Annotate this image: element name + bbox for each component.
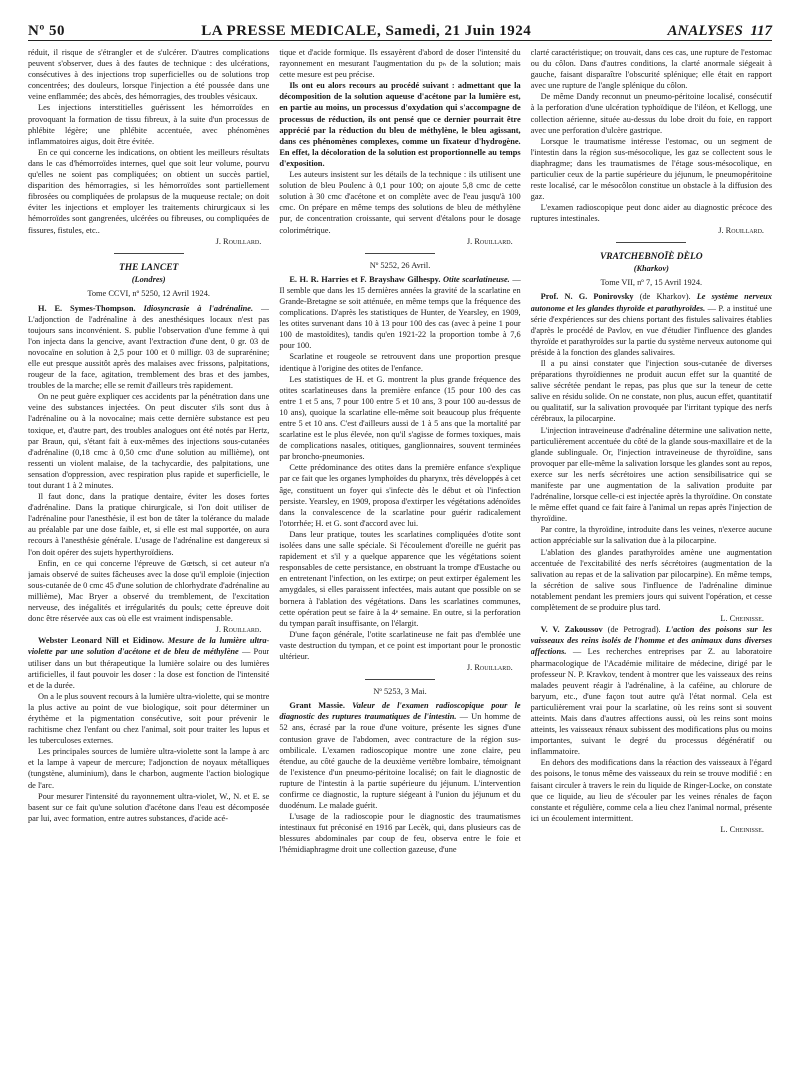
abstract-lead <box>28 635 269 690</box>
article-title: Mesure de la lumière ultra-violette par une solution d'acétone et de bleu de méthylène <box>28 636 270 657</box>
journal-city: (Kharkov) <box>633 264 669 274</box>
paragraph: Les auteurs insistent sur les détails de la technique : ils utilisent une solution de bleu Poulenc à 0,1 pour 100; on ajoute 5,8 cmc de cette solution à 30 cmc d'acétone et on complète avec de l'eau jusqu'à 100 cmc. On prépare en même temps des solutions de bleu de méthylène pur, de concentration croissante, qui servent d'étalons pour le dosage colorimétrique. <box>279 170 521 235</box>
paragraph: Les principales sources de lumière ultra-violette sont la lampe à arc et la lampe à vapeur de mercure; l'adjonction de noyaux métalliques (tungstène, aluminium), dans le charbon, augmente l'action biologique de l'arc. <box>28 747 270 790</box>
paragraph: réduit, il risque de s'étrangler et de s'ulcérer. D'autres complications peuvent s'observer, dues à des fautes de technique : des ulcérations, consécutives à des injections trop superficielles ou de solutions trop concentrées; des douleurs, lorsque l'injection a été poussée dans une veine enflammée; des abcès, des hémorragies, des troubles vésicaux. <box>28 48 270 102</box>
author: Webster Leonard Nill et Eidinow. <box>38 636 165 646</box>
paragraph: En dehors des modifications dans la réaction des vaisseaux à l'égard des poisons, le tonus même des vaisseaux du rein se trouve modifié : en faisant circuler à travers le rein du liquide de Ringer-Locke, on constate que ce liquide, au lieu de s'écouler par les veines rénales de façon constante et régulière, comme cela a lieu chez l'animal normal, présente ici un écoulement intermittent. <box>530 758 772 823</box>
abstract-text: — Pour utiliser dans un but thérapeutique la lumière solaire ou des lumières artificielles, il faut pouvoir les doser : la dose est fonction de l'intensité et de la durée. <box>28 647 270 690</box>
paragraph: On ne peut guère expliquer ces accidents par la pénétration dans une veine des substances injectées. On peut discuter s'ils sont dus à l'adrénaline ou à la novocaïne; mais cette dernière substance est peu toxique, et, d'autre part, des troubles analogues ont été notés par Hertz, par Braun, qui, s'étant fait à eux-mêmes des injections sous-cutanées d'adrénaline (0,18 cmc à 0,50 cmc d'une solution au millième), ont ressenti un violent malaise, de la tachycardie, des palpitations, une sensation d'oppression, avec respiration plus rapide et superficielle, le tout durant 1 à 2 minutes. <box>28 392 270 490</box>
journal-city: (Londres) <box>131 275 166 285</box>
section-page <box>668 23 773 40</box>
divider <box>114 253 184 254</box>
article-title: Otite scarlatineuse. <box>443 274 510 284</box>
paragraph: Il a pu ainsi constater que l'injection sous-cutanée de diverses préparations thyroïdiennes ne produit aucun effet sur la quantité de salive sécrétée pendant le repas, pas plus que sur la teneur de cette salive en résidu solide. On ne constate, non plus, aucun effet, quantitatif ou qualitatif, sur la salivation provoquée par l'irritant typique des nerfs cérébraux, la pilocarpine. <box>530 358 772 424</box>
signature: L. Cheinisse. <box>720 614 764 624</box>
divider <box>365 679 435 680</box>
journal-masthead: LA PRESSE MEDICALE, Samedi, 21 Juin 1924 <box>201 23 532 39</box>
abstract-text: — Il semble que dans les 15 dernières années la gravité de la scarlatine en Grande-Bretagne se soit atténuée, en même temps que la fréquence des complications. D'après les statistiques de Hunter, de Yearsley, en 1909, les otites survenant dans 10 à 13 pour 100 des cas (avec à peine 1 pour 100 de mastoïdites), tandis qu'en 1921-22 la proportion tombe à 7,6 pour 100. <box>279 274 521 351</box>
article-title: Le système nerveux autonome et les glandes thyroïde et parathyroïdes. <box>530 292 772 313</box>
paragraph: L'examen radioscopique peut donc aider au diagnostic précoce des ruptures intestinales. <box>530 203 772 224</box>
paragraph: Dans leur pratique, toutes les scarlatines compliquées d'otite sont isolées dans une salle spéciale. Si l'écoulement d'oreille ne guérit pas rapidement et s'il y a quelque apparence que les végétations soient responsables de cette persistance, en obstruant la trompe d'Eustache ou en entretenant l'infection, on les extirpe; on peut extirper également les amygdales, si elles paraissent infectées, mais autant que possible on se bornera à l'ablation des végétations. Dans les scarlatines communes, cette opération peut se faire à la 4ᵉ semaine. En outre, si la perforation du tympan paraît insuffisante, on l'élargit. <box>279 529 521 628</box>
journal-title: THE LANCET <box>118 262 179 273</box>
article-title: Idiosyncrasie à l'adrénaline. <box>143 303 254 313</box>
signature: J. Rouillard. <box>466 663 513 673</box>
author: H. E. Symes-Thompson. <box>38 303 136 313</box>
signature: J. Rouillard. <box>215 236 262 246</box>
abstract-text: — P. a institué une série d'expériences sur des chiens portant des fistules salivaires établies d'après le procédé de Pavlov, en vue d'étudier l'influence des glandes thyroïde et parathyroïdes sur la partie du système nerveux autonome qui préside à la fonction des glandes salivaires. <box>530 303 772 357</box>
article-title: L'action des poisons sur les vaisseaux des reins isolés de l'homme et des animaux dans diverses affections. <box>530 625 772 657</box>
paragraph: D'une façon générale, l'otite scarlatineuse ne fait pas d'emblée une vaste destruction du tympan, et ce point est important pour le pronostic ultérieur. <box>279 629 521 661</box>
paragraph: De même Dandy reconnut un pneumo-péritoine localisé, consécutif à la perforation d'une ulcération typhoïdique de l'iléon, et Kellogg, une collection aérienne, située au-dessus du lobe droit du foie, en rapport avec une perforation d'ulcère gastrique. <box>530 92 772 135</box>
author-affiliation: (de Petrograd). <box>607 625 661 635</box>
abstract-lead <box>279 274 520 352</box>
paragraph: L'ablation des glandes parathyroïdes amène une augmentation accentuée de l'excitabilité des nerfs sécrétoires (augmentation de la salivation au repas et de la salivation par pilocarpine). En même temps, la sécrétion de salive sous l'influence de l'adrénaline diminue notablement pendant les premiers jours qui suivent l'opération, et cesse complètement de se produire plus tard. <box>530 547 772 613</box>
paragraph: Pour mesurer l'intensité du rayonnement ultra-violet, W., N. et E. se basent sur ce fait qu'une solution d'acétone dans l'eau est décomposée par lui, avec formation, entre autres substances, d'acide acé- <box>28 791 270 823</box>
abstract-text: — Un homme de 52 ans, écrasé par la roue d'une voiture, présente les signes d'une contusion grave de l'abdomen, avec contracture de la région sus-ombilicale. L'examen radioscopique montre une zone claire, peu étendue, au côté gauche de la deuxième vertèbre lombaire, témoignant de l'existence d'un pneumo-péritoine localisé; on fait le diagnostic de rupture de l'intestin à la partie supérieure du jéjunum. L'intervention confirme ce diagnostic, la rupture siégeant à l'union du jéjunum et du duodénum. Le malade guérit. <box>279 712 521 811</box>
paragraph: Il faut donc, dans la pratique dentaire, éviter les doses fortes d'adrénaline. Dans la pratique chirurgicale, si l'on doit utiliser de l'adrénaline pour l'anesthésie, il est bon de tâter la tolérance du malade au préalable par une dose faible, et, si elle est mal supportée, on aura recours à l'anesthésie générale. L'usage de l'adrénaline est dangereux si l'on doit opérer des sujets hyperthyroïdiens. <box>28 492 270 557</box>
paragraph: tique et d'acide formique. Ils essayèrent d'abord de doser l'intensité du rayonnement en mesurant l'augmentation du pₕ de la solution; mais cette mesure est peu précise. <box>279 48 521 80</box>
column-right <box>531 47 772 1072</box>
signature: J. Rouillard. <box>215 625 262 635</box>
signature: J. Rouillard. <box>466 236 513 246</box>
journal-issue: Nº 5252, 26 Avril. <box>369 260 431 270</box>
paragraph: Par contre, la thyroïdine, introduite dans les veines, n'exerce aucune action appréciable sur la salivation due à la pilocarpine. <box>530 525 772 546</box>
abstract-text: — Les recherches entreprises par Z. au laboratoire pharmacologique de l'Académie militaire de médecine, dirigé par le professeur N. P. Kravkov, tendent à montrer que les vaisseaux des reins malades peuvent réagir à l'adrénaline, à la caféine, au chlorure de baryum, etc., d'une façon tout autre qu'à l'état normal. Cela est particulièrement vrai pour la scarlatine, où les reins sont si souvent atteints. Mais dans d'autres affections aussi, où les reins sont moins atteints, les vaisseaux rénaux subissent des modifications plus ou moins importantes, suivant le degré du processus dégénératif ou inflammatoire. <box>530 647 772 757</box>
abstract-text: — L'adjonction de l'adrénaline à des anesthésiques locaux n'est pas toujours sans inconvénient. S. publie l'observation d'une femme à qui l'on injecta dans la gencive, avant l'extraction d'une dent, 0 gr. 03 de novocaïne en solution à 2,5 pour 100 et 0 milligr. 03 de suprarénine; elle eut presque aussitôt après des malaises avec frissons, palpitations, rougeur de la face, agitation, tremblement des bras et des jambes, troubles de la marche; elle se remit d'ailleurs très rapidement. <box>28 303 270 391</box>
section-name: ANALYSES <box>667 23 743 39</box>
page-header <box>28 18 772 41</box>
paragraph: Ils ont eu alors recours au procédé suivant : admettant que la décomposition de la solution aqueuse d'acétone par la lumière est, en partie au moins, un processus d'oxydation qui s'accompagne de processus de réduction, ils ont pensé que ce dernier pourrait être apprécié par la réduction du bleu de méthylène, le bleu agissant, dans ces phénomènes complexes, comme un fixateur d'hydrogène. En effet, la décoloration de la solution est proportionnelle au temps d'exposition. <box>279 81 521 168</box>
paragraph: On a le plus souvent recours à la lumière ultra-violette, qui se montre la plus active au point de vue biologique, soit pour déterminer un érythème et la pigmentation consécutive, soit pour prévenir le rachitisme chez l'enfant ou chez l'animal, soit pour traiter les lupus et les tuberculoses externes. <box>28 691 270 746</box>
article-columns <box>28 47 772 1072</box>
paragraph: Enfin, en ce qui concerne l'épreuve de Gœtsch, si cet auteur n'a jamais observé de suites fâcheuses avec la dose qu'il emploie (injection sous-cutanée de 0 cmc 45 d'une solution de chlorhydrate d'adrénaline au millième), Mac Bryer a observé du tremblement, de l'excitation nerveuse, des inégalités et irrégularités du pouls; cette épreuve doit donc être réservée aux cas où elle est vraiment indispensable. <box>28 558 270 624</box>
paragraph: Cette prédominance des otites dans la première enfance s'explique par ce fait que les organes lymphoïdes du pharynx, très développés à cet âge, constituent un foyer qui s'infecte dès le début et où l'infection persiste. Yearsley, en 1909, proposa d'extirper les végétations adénoïdes dans la convalescence de la scarlatine pour guérir radicalement l'otorrhée; H. et G. sont d'accord avec lui. <box>279 463 521 528</box>
abstract-lead <box>531 291 772 358</box>
journal-issue: Nº 5253, 3 Mai. <box>373 687 427 697</box>
author: V. V. Zakoussov <box>540 625 603 635</box>
page-number: 117 <box>750 23 772 39</box>
issue-number: Nº 50 <box>28 23 66 39</box>
divider <box>616 242 686 243</box>
author: E. H. R. Harries et F. Brayshaw Gilhespy. <box>289 274 441 284</box>
journal-issue: Tome CCVI, nº 5250, 12 Avril 1924. <box>87 289 210 299</box>
journal-issue: Tome VII, nº 7, 15 Avril 1924. <box>600 278 703 288</box>
signature: L. Cheinisse. <box>720 824 764 834</box>
article-title: Valeur de l'examen radioscopique pour le diagnostic des ruptures traumatiques de l'intestin. <box>279 701 521 722</box>
abstract-lead <box>279 700 520 811</box>
abstract-lead <box>531 624 772 757</box>
column-middle <box>279 47 520 1072</box>
column-left <box>28 47 269 1072</box>
paragraph: Les statistiques de H. et G. montrent la plus grande fréquence des otites scarlatineuses dans la première enfance (15 pour 100 des cas entre 1 et 5 ans, 7 pour 100 entre 5 et 10 ans, 3 pour 100 au-dessus de 10 ans), quoique la scarlatine elle-même soit beaucoup plus fréquente entre 5 et 10 ans. C'est d'ailleurs aussi de 1 à 5 ans que la mortalité par scarlatine est le plus élevée, non qu'il s'agisse de formes toxiques, mais de complications nasales, otitiques, ganglionnaires, souvent terminées par broncho-pneumonies. <box>279 374 521 462</box>
paragraph: Les injections interstitielles guérissent les hémorroïdes en provoquant la formation de tissu fibreux, à la suite d'un processus de phlébite légère; une phlébite accentuée, avec phénomènes inflammatoires aigus, doit être évitée. <box>28 103 270 146</box>
paragraph: En ce qui concerne les indications, on obtient les meilleurs résultats dans le cas d'hémorroïdes internes, quel que soit leur volume, pourvu qu'elles ne soient pas compliquées; on obtient un succès partiel, disparition des hémorragies, si les hémorroïdes sont partiellement fibrosées ou compliquées de prolapsus de la muqueuse rectale; on doit éviter les injections et employer les traitements chirurgicaux si les hémorroïdes sont gangrenées, ulcérées ou fibreuses, ou compliquées de fissures, fistules, etc.. <box>28 147 270 235</box>
paragraph: Lorsque le traumatisme intéresse l'estomac, ou un segment de l'intestin dans la région sus-mésocolique, les gaz se collectent sous le diaphragme; dans les traumatismes de l'étage sous-mésocolique, en particulier ceux de la partie supérieure du jéjunum, le pneumopéritoine reste localisé, car le mésocôlon constitue un obstacle à la diffusion des gaz. <box>530 136 772 202</box>
abstract-lead <box>28 303 269 392</box>
author-affiliation: (de Kharkov). <box>639 292 691 302</box>
paragraph: L'usage de la radioscopie pour le diagnostic des traumatismes intestinaux fut préconisé en 1916 par Lecèk, qui, dans plusieurs cas de blessures abdominales par coup de feu, observa entre le foie et l'hémidiaphragme droit une collection gazeuse, d'une <box>279 812 521 855</box>
paragraph: clarté caractéristique; on trouvait, dans ces cas, une rupture de l'estomac ou du côlon. Dans d'autres conditions, la clarté anormale siégeait à gauche, faisant disparaître l'obscurité splénique; elle était en rapport avec une rupture de l'angle splénique du côlon. <box>530 48 772 91</box>
journal-title: VRATCHEBNOÏÈ DÈLO <box>599 251 703 262</box>
paragraph: Scarlatine et rougeole se retrouvent dans une proportion presque identique à l'origine des otites de l'enfance. <box>279 352 521 373</box>
divider <box>365 253 435 254</box>
paragraph: L'injection intraveineuse d'adrénaline détermine une salivation nette, particulièrement accentuée du côté de la glande sous-maxillaire et de la glande sublinguale. Or, l'injection intraveineuse de thyroïdine, sans provoquer par elle-même la salivation lorsque les glandes sont au repos, exerce sur les nerfs sécrétoires une action sensibilisatrice qui se manifeste par une augmentation de la salivation produite par l'adrénaline, lorsque celle-ci est injectée après la thyroïdine. On constate le même effet quand ce fait faire à l'animal un repas après l'injection de thyroïdine. <box>530 425 772 524</box>
signature: J. Rouillard. <box>718 225 764 235</box>
author: Prof. N. G. Ponirovsky <box>540 292 634 302</box>
author: Grant Massie. <box>289 701 345 711</box>
